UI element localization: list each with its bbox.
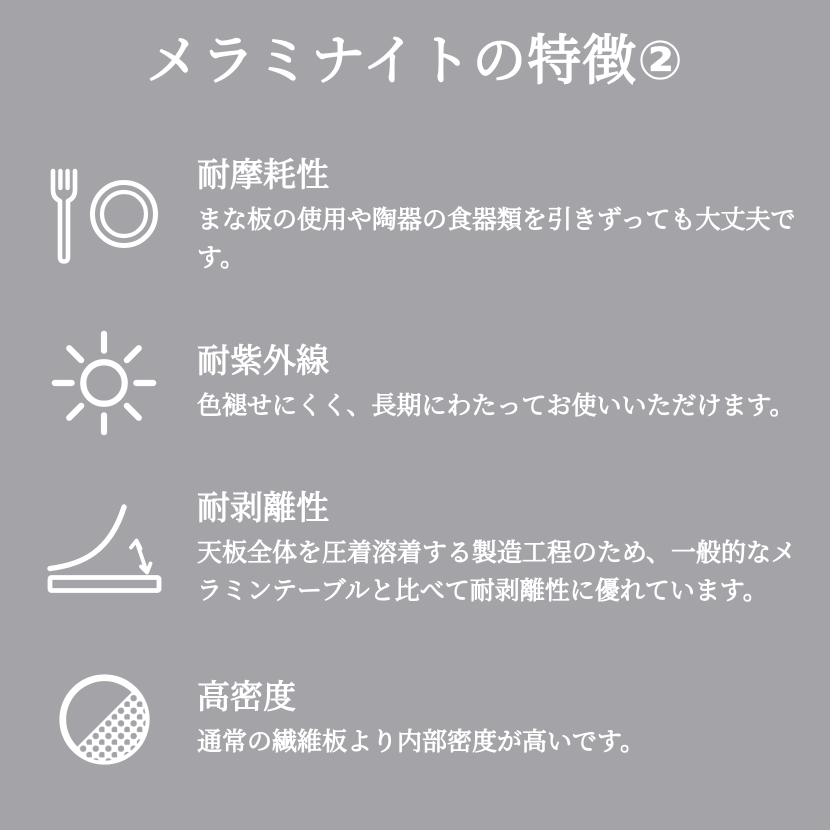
feature-text: [197, 155, 812, 278]
feature-heading: 耐摩耗性: [197, 155, 329, 193]
feature-description: 通常の繊維板より内部密度が高いです。: [197, 728, 646, 757]
feature-heading: 耐紫外線: [197, 341, 329, 379]
fork-and-plate-icon: [42, 166, 166, 266]
feature-row-abrasion: [42, 155, 812, 273]
feature-text: [197, 488, 812, 611]
sun-icon: [42, 329, 166, 437]
feature-heading: 耐剥離性: [197, 488, 329, 526]
feature-text: [197, 677, 812, 762]
feature-row-peel: [42, 486, 812, 612]
feature-row-density: [42, 660, 812, 778]
feature-row-uv: [42, 326, 812, 440]
peel-arrow-icon: [42, 500, 166, 598]
feature-text: [197, 341, 812, 426]
page-title: メラミナイトの特徴②: [146, 31, 684, 91]
feature-description: 天板全体を圧着溶着する製造工程のため、一般的なメラミンテーブルと比べて耐剥離性に優れています。: [197, 539, 797, 606]
feature-description: 色褪せにくく、長期にわたってお使いいただけます。: [197, 392, 795, 421]
feature-heading: 高密度: [197, 677, 296, 715]
feature-description: まな板の使用や陶器の食器類を引きずっても大丈夫です。: [197, 206, 796, 273]
density-dots-icon: [42, 669, 166, 770]
